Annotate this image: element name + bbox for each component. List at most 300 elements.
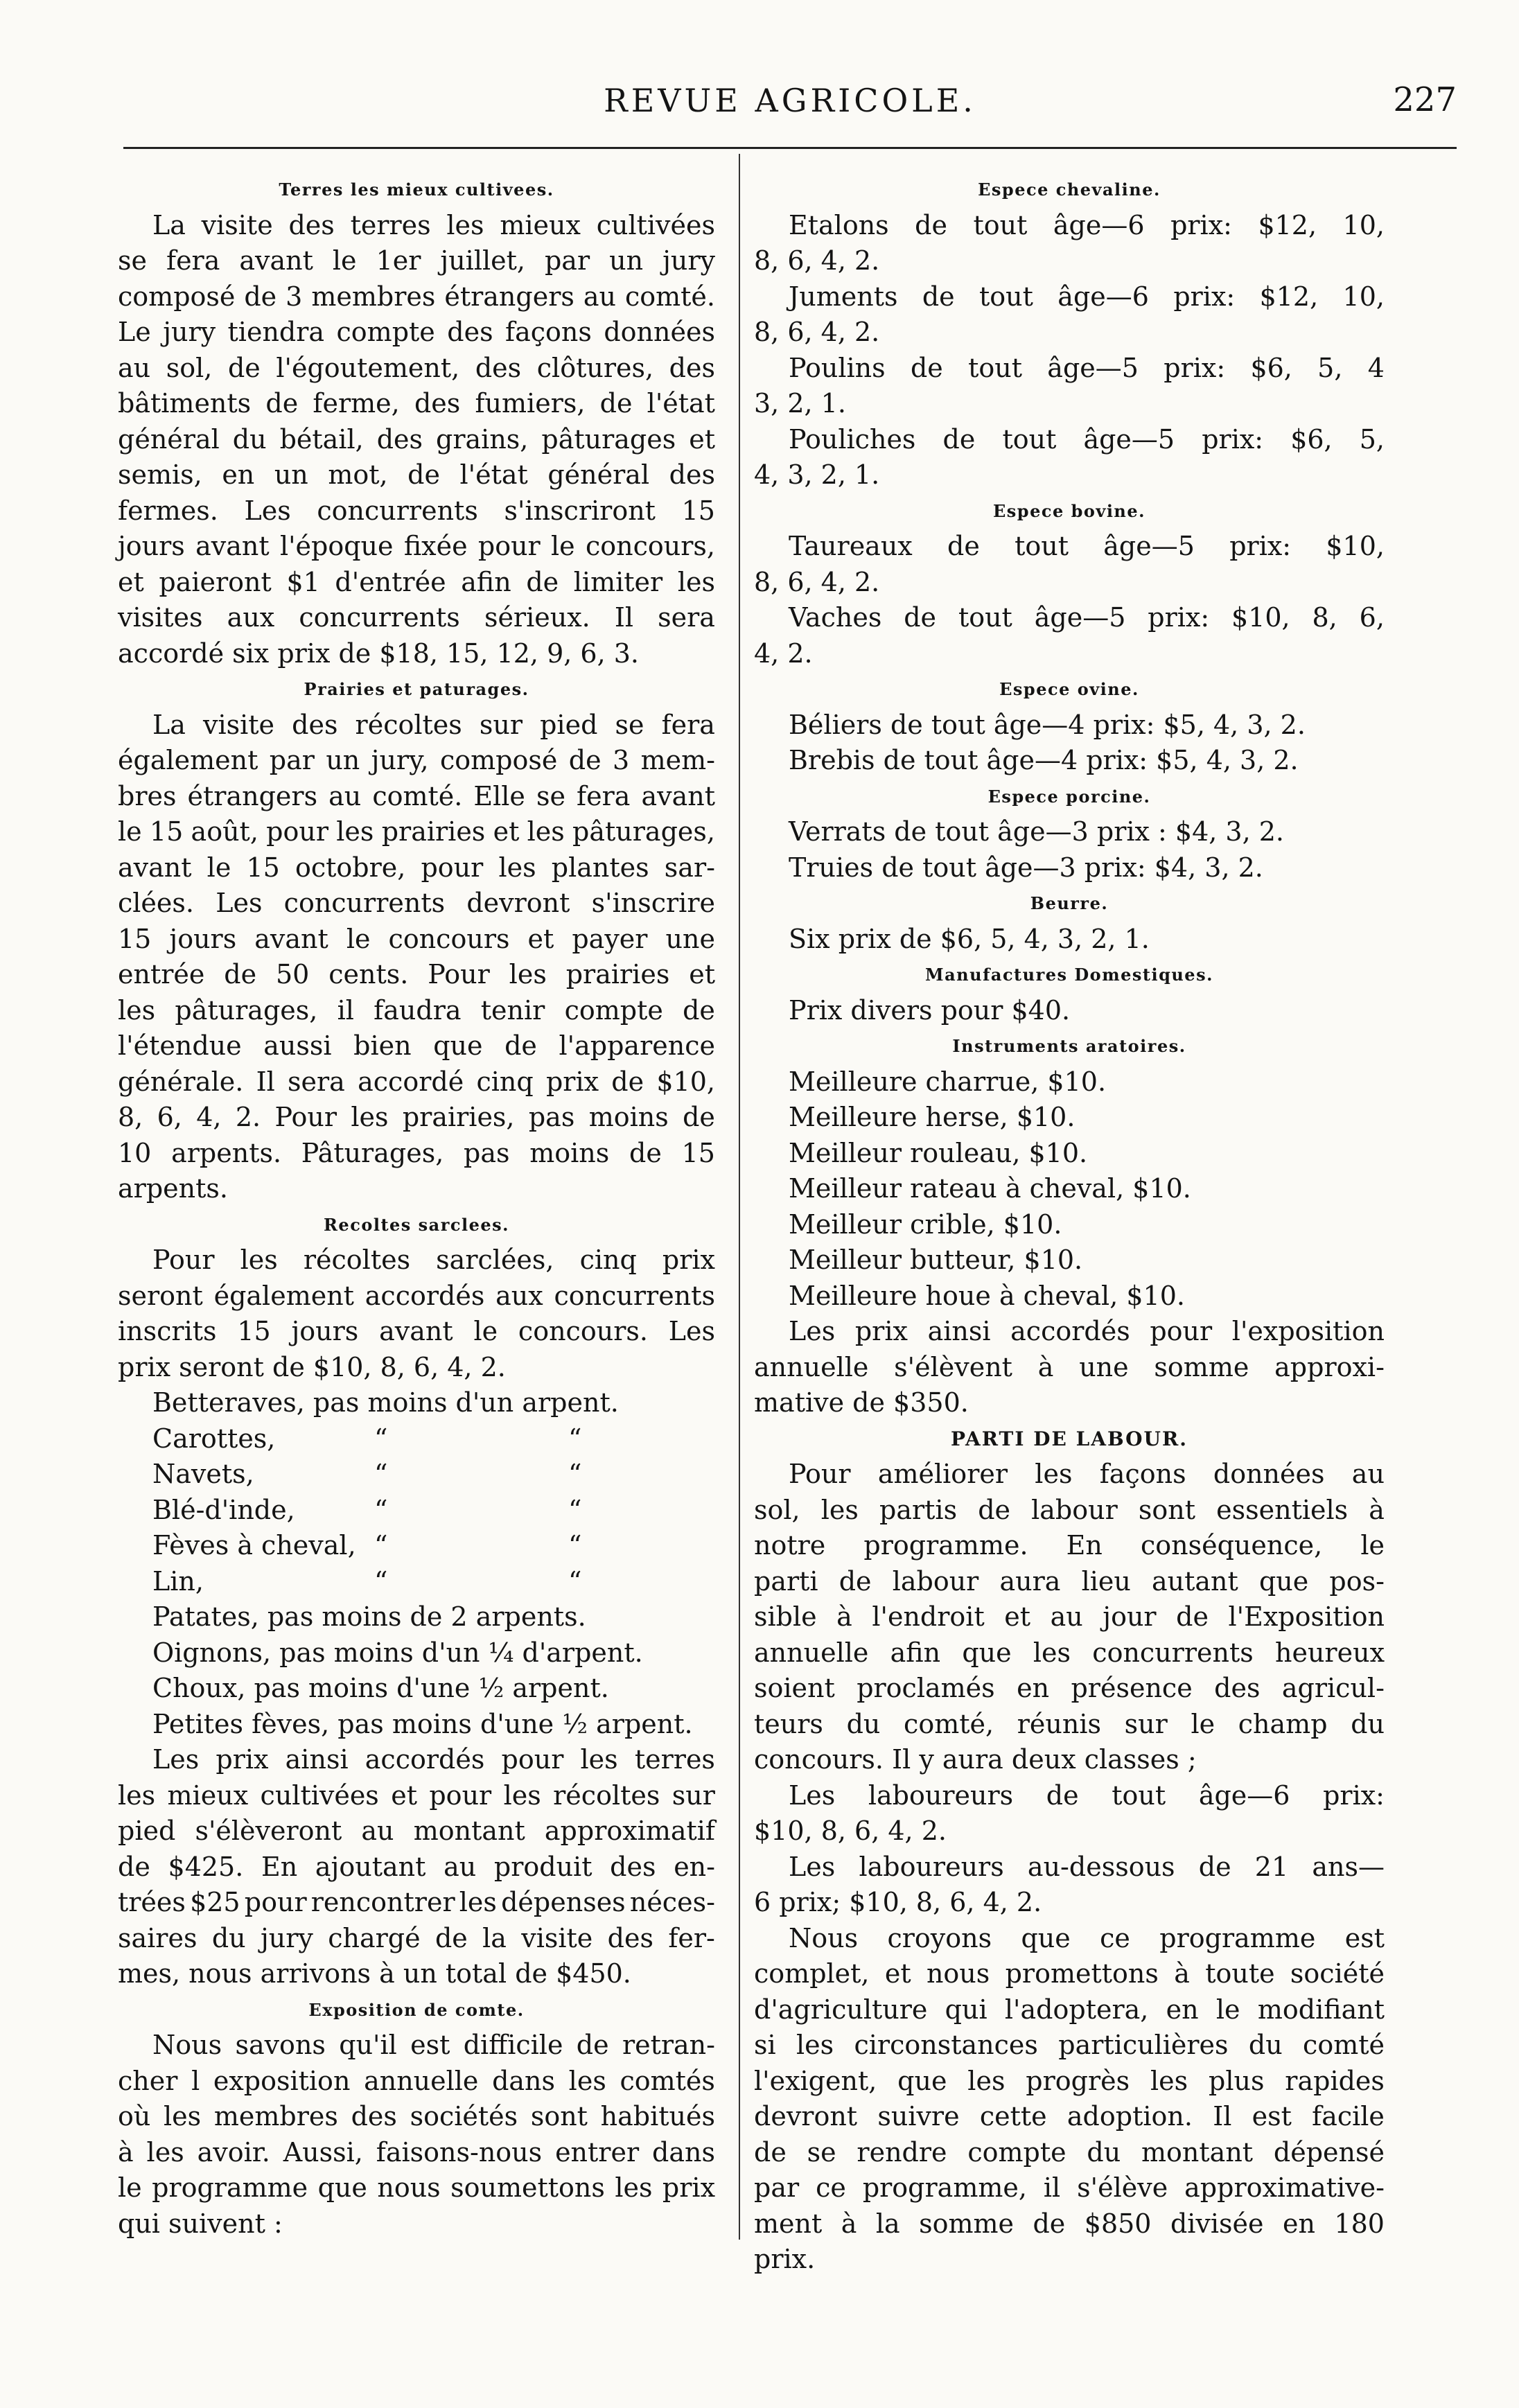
word: terres [350,209,431,240]
word: Il [614,602,634,633]
word: 180 [1334,2208,1385,2239]
crop-row [118,1528,715,1564]
word: dépenses [501,1887,626,1917]
text-line [118,886,715,922]
ditto-mark: “ [568,1530,582,1561]
word: Il [256,1066,275,1097]
word: Pâturages, [301,1137,444,1168]
crop-row [118,1493,715,1529]
word: ferme, [313,388,400,419]
word: habitués [600,2101,715,2132]
word: de [265,388,299,419]
text-line-last [754,243,1385,279]
text-line [754,208,1385,244]
word: mieux [500,209,581,240]
section-heading: Prairies et paturages. [304,679,529,699]
word: prix [662,2172,715,2203]
word: jour [1103,1601,1157,1632]
word: prix: [1202,423,1264,455]
word: tout [968,352,1022,383]
word: saires [118,1922,197,1953]
word: général [118,423,220,455]
word: pâturages [541,423,676,455]
word: pour [266,816,329,847]
word-run: 6 prix; $10, 8, 6, 4, 2. [754,1887,1042,1917]
word: concurrents [317,495,478,526]
word: des [376,423,423,455]
word: au [444,1851,477,1882]
text-line [118,2099,715,2135]
text-line-last [118,1956,715,1992]
word-run: qui suivent : [118,2208,283,2239]
word: à [1037,1351,1054,1382]
text-line-last [754,1813,1385,1849]
word: programme [1159,1922,1316,1953]
word: sérieux. [484,602,590,633]
word: prix: [1229,531,1292,561]
word: ment [754,2208,823,2239]
word: pâturages, [175,994,318,1026]
word: au [361,1816,394,1846]
word: de [629,1137,662,1168]
text-line [118,957,715,993]
text-line-last [754,1742,1385,1778]
word: notre [754,1530,826,1561]
word: Vaches [789,602,882,633]
word: parti [754,1565,818,1597]
word: âge—5 [1103,531,1195,561]
word: afin [461,566,511,597]
word: âge—6 [1053,209,1145,240]
word: de [683,1102,715,1132]
word: jours [291,1316,359,1346]
ditto-mark: “ [374,1459,388,1489]
word: $6, [1290,423,1333,455]
word: des [610,1851,656,1882]
crop-name: Carottes, [152,1423,276,1454]
word: $425. [168,1851,244,1882]
list-line [754,1100,1385,1136]
word: complet, [754,1958,870,1989]
word: d'entrée [335,566,446,597]
word-run: arpents. [118,1173,228,1204]
list-line [754,1064,1385,1100]
list-text: Meilleur rouleau, $10. [789,1137,1088,1168]
word: de [1046,1779,1079,1811]
word: si [754,2030,776,2060]
word: de [754,2136,787,2168]
word: tenir [480,994,545,1026]
word: dans [492,2065,556,2096]
word: visite [521,1922,593,1953]
word: de [915,209,947,240]
text-line [118,422,715,458]
word: $25 [190,1887,240,1917]
word: en [1017,1673,1050,1703]
word: 8, [1312,602,1337,633]
word: 15 [237,1316,271,1346]
text-line [118,565,715,601]
word: tout [973,209,1028,240]
word: sol, [754,1494,800,1525]
word: est [410,2030,450,2060]
text-line [118,779,715,815]
text-line [118,1885,715,1921]
word: que [317,2172,367,2203]
word: tout [979,281,1033,312]
list-line [118,1385,715,1421]
word: croyons [887,1922,992,1953]
word: aux [495,1280,543,1311]
text-line [118,208,715,244]
word: prix: [1164,352,1226,383]
word: sar- [664,852,715,883]
word: approximatif [544,1816,715,1846]
word: 10, [1342,281,1385,312]
word: de [978,1494,1011,1525]
word: l'état [647,388,715,419]
word: les [820,1494,859,1525]
word: 10 [118,1137,152,1168]
list-text: Meilleur rateau à cheval, $10. [789,1173,1191,1204]
list-line [754,922,1385,958]
word: le [118,816,142,847]
word: Les [789,1779,836,1811]
text-line [118,1242,715,1278]
word: jury [662,245,715,276]
word: clées. [118,888,194,918]
word: heureux [1275,1637,1385,1668]
word: les [527,816,565,847]
section-heading: Espece ovine. [999,679,1139,699]
word: de [904,602,937,633]
word: également [118,745,258,775]
word: mot, [328,459,388,490]
text-line-last [118,1171,715,1207]
word-run: 3, 2, 1. [754,388,846,419]
word: façons [505,317,592,347]
ditto-mark: “ [374,1494,388,1525]
word: des [669,352,715,383]
word: et [884,1958,911,1989]
word: pas [464,1137,510,1168]
text-line [754,1350,1385,1386]
word: somme [919,2208,1015,2239]
word: produit [493,1851,592,1882]
word: âge—5 [1034,602,1126,633]
word: les [336,816,374,847]
text-line [118,1849,715,1886]
word: cinq [579,1245,637,1275]
word: un [274,459,308,490]
word: aux [227,602,275,633]
word: général [547,459,650,490]
text-line [754,1599,1385,1635]
word: laboureurs [859,1851,1004,1882]
word: sont [530,2101,588,2132]
word: les [503,1779,541,1811]
word: les [240,1245,278,1275]
list-line [118,1635,715,1671]
word: limiter [573,566,663,597]
word: payer [572,923,648,954]
word: En [261,1851,298,1882]
word: comtés [620,2065,715,2096]
word: récoltes [553,1779,660,1811]
word: concurrents [1092,1637,1254,1668]
text-line [754,279,1385,315]
word: Les [216,888,263,918]
word: rendre [857,2136,947,2168]
crop-name: Lin, [152,1565,204,1597]
word: de [838,1565,872,1597]
word: octobre, [295,852,406,883]
word: Pouliches [789,423,916,455]
word: où [118,2101,151,2132]
word: l [191,2065,200,2096]
list-text: Betteraves, pas moins d'un arpent. [152,1387,619,1418]
word: tout [1112,1779,1166,1811]
text-line [118,2028,715,2064]
word: accordé [358,1066,464,1097]
word: visite [202,709,275,740]
word: société [1290,1958,1385,1989]
word: 4 [1367,352,1385,383]
word: des [447,317,493,347]
word: le [551,531,575,561]
word: le [346,923,371,954]
word: programme. [863,1530,1028,1561]
word: suivre [877,2101,960,2132]
word: Les [789,1316,836,1346]
word: à [118,2136,134,2168]
word: avant [254,923,328,954]
word: les [498,852,536,883]
ditto-mark: “ [568,1565,582,1597]
word: laboureurs [868,1779,1014,1811]
word: jury, [371,745,429,775]
word: clôtures, [536,352,654,383]
word: de [1176,1601,1209,1632]
text-line [118,1136,715,1172]
word: paieront [159,566,272,597]
word: fumiers, [475,388,586,419]
word: façons [1099,1459,1186,1489]
word: Aussi, [283,2136,363,2168]
word: le [118,2172,142,2203]
word: des [607,1922,653,1953]
crop-row [118,1564,715,1600]
word: jury [260,1922,313,1953]
word: se [118,245,147,276]
word: mieux [167,1779,249,1811]
word: la [482,1922,507,1953]
word: retran- [622,2030,715,2060]
word: des [292,709,338,740]
word: au [583,281,616,312]
word: 3 [612,745,630,775]
word: l'Exposition [1228,1601,1385,1632]
word: les [967,2065,1006,2096]
word: cher [118,2065,178,2096]
word: moins [588,1102,669,1132]
word: afin [890,1637,941,1668]
word: Les [244,495,291,526]
word-run: 4, 3, 2, 1. [754,459,880,490]
word: approxi- [1274,1351,1385,1382]
word: les [509,959,547,990]
word: prix [216,1744,269,1775]
text-line [118,243,715,279]
word: faudra [374,994,462,1026]
word: il [1043,2172,1061,2203]
word: particulières [1058,2030,1229,2060]
word: chargé [328,1922,421,1953]
running-header [123,75,1457,130]
text-line [754,2170,1385,2206]
word: fermes. [118,495,218,526]
word: montant [1141,2136,1254,2168]
section-heading: Manufactures Domestiques. [925,965,1213,985]
text-line [118,493,715,529]
word: dépensé [1273,2136,1385,2168]
word: âge—6 [1198,1779,1290,1811]
word: de [118,1851,150,1882]
word: labour [892,1565,979,1597]
word: 1er [376,245,421,276]
word: annuelle [754,1637,869,1668]
header-rule [123,147,1457,149]
word: de [568,745,602,775]
word: facile [1312,2101,1385,2132]
text-line [118,1278,715,1315]
word: $12, [1258,209,1317,240]
word: de [434,1922,468,1953]
text-line-last [754,2242,1385,2278]
word: que [1021,1922,1071,1953]
word: au [1050,1601,1083,1632]
word: données [604,317,715,347]
word: l'époque [279,531,394,561]
word: prairies [381,816,486,847]
word-run: prix. [754,2244,816,2274]
word: bâtiments [118,388,252,419]
word: autant [1152,1565,1238,1597]
word: des [414,388,461,419]
list-line [754,708,1385,744]
word: de [227,352,261,383]
word: Taureaux [789,531,913,561]
word: et [391,1779,417,1811]
word: En [1066,1530,1103,1561]
word: adoption. [1066,2101,1193,2132]
word: semis, [118,459,202,490]
word: promettons [1005,1958,1159,1989]
word: également [213,1280,354,1311]
word-run: mative de $350. [754,1387,969,1418]
word: 6, [157,1102,182,1132]
word: pour [429,1779,492,1811]
word: concurrents [299,602,460,633]
word: de [683,994,715,1026]
word: de [922,281,955,312]
text-line [118,1064,715,1100]
word: 3 [286,281,303,312]
word: jours [118,531,185,561]
text-line-last [754,386,1385,422]
word: $10, [656,1066,715,1097]
text-line [754,1564,1385,1600]
word: l'exigent, [754,2065,877,2096]
word: les [446,209,484,240]
word: agricul- [1281,1673,1385,1703]
left-column [118,172,715,2242]
word: à [1174,1958,1190,1989]
word: Il [1213,2101,1232,2132]
word: partis [879,1494,958,1525]
text-line [118,279,715,315]
word: générale. [118,1066,244,1097]
word: âge—5 [1047,352,1139,383]
word: sera [288,1066,345,1097]
word: l'adoptera, [1004,1994,1149,2025]
word: prix: [1148,602,1210,633]
word: 5, [1317,352,1343,383]
text-line [754,1849,1385,1886]
ditto-mark: “ [374,1530,388,1561]
text-line [118,1921,715,1957]
list-line [118,1707,715,1743]
word: du [1351,1708,1385,1739]
word: jury [163,317,216,347]
text-line [118,386,715,422]
word: en [1166,1994,1199,2025]
word: les [568,2065,606,2096]
text-line [118,850,715,886]
word: qu'il [339,2030,397,2060]
section-heading: Espece porcine. [987,786,1151,807]
text-line [118,315,715,351]
word: tout [958,602,1012,633]
word: plantes [551,852,649,883]
word: réunis [1017,1708,1101,1739]
crop-row [118,1421,715,1457]
list-text: Meilleure charrue, $10. [789,1066,1107,1097]
word: au [1351,1459,1385,1489]
word: que [897,2065,947,2096]
text-line [754,1921,1385,1957]
text-line [754,1992,1385,2028]
word: pour [1150,1316,1213,1346]
word: que [433,1030,483,1061]
page-number: 227 [1393,80,1457,119]
word: nous [377,2172,441,2203]
word: en [222,459,255,490]
word: labour [1031,1494,1118,1525]
word: 15 [681,1137,715,1168]
word: de [910,352,943,383]
ditto-mark: “ [374,1565,388,1597]
word: et [1004,1601,1031,1632]
list-line [754,1171,1385,1207]
word: composé [118,281,236,312]
word: de [526,566,559,597]
ditto-mark: “ [568,1494,582,1525]
word: fixée [403,531,468,561]
word: de [1198,1851,1231,1882]
word: d'agriculture [754,1994,928,2025]
word: une [665,923,715,954]
